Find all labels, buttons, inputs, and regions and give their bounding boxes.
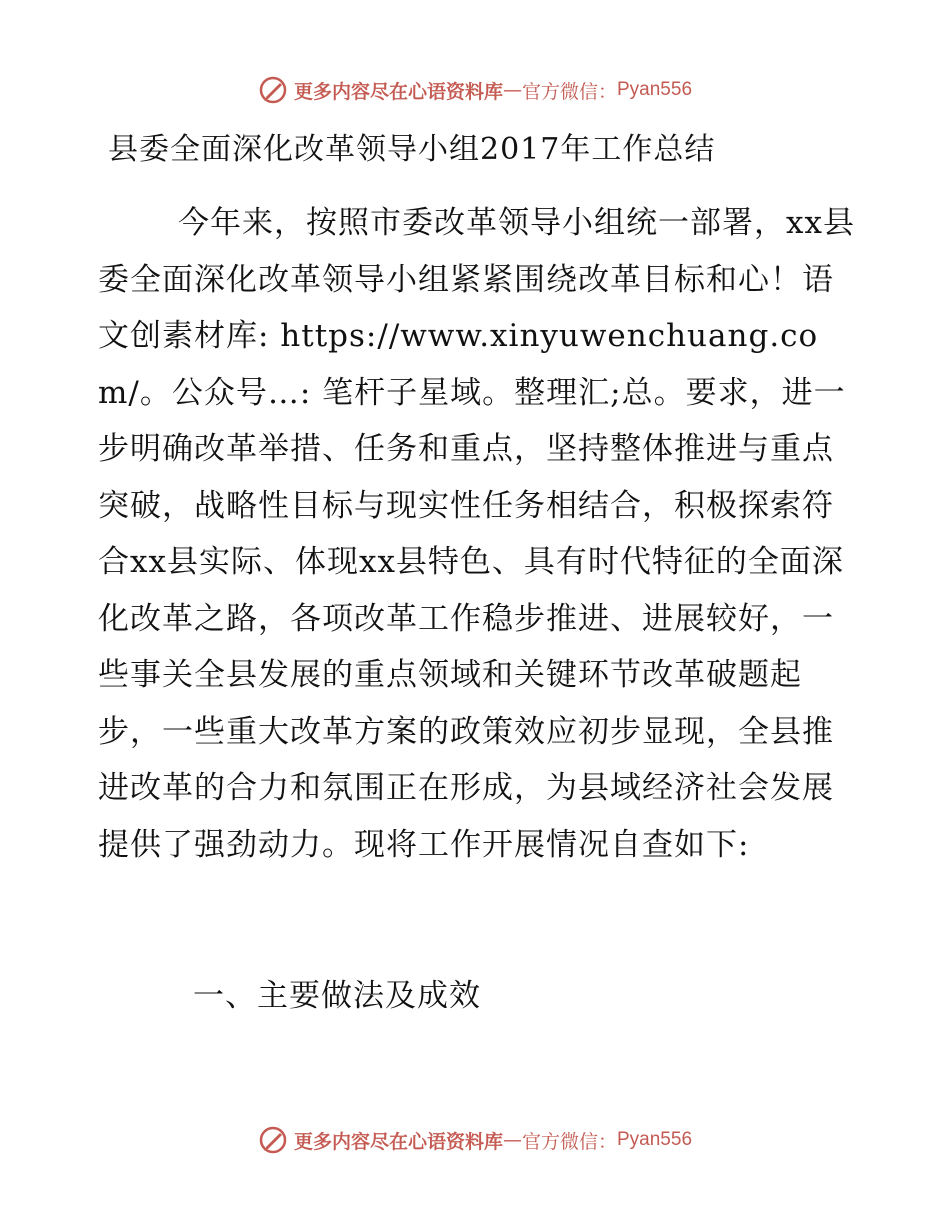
quill-pen-icon [258, 1125, 288, 1155]
body-paragraph: 今年来，按照市委改革领导小组统一部署，xx县委全面深化改革领导小组紧紧围绕改革目标和心！语文创素材库: https://www.xinyuwenchuang.com/。公众号…: 笔杆子星域。整理汇;总。要求，进一步明确改革举措、任务和重点，坚持整体推进与重点突破，战略性目标与现实性任务相结合，积极探索符合xx县实际、体现xx县特色、具有时代特征的全面深化改革之路，各项改革工作稳步推进、进展较好，一些事关全县发展的重点领域和关键环节改革破题起步，一些重大改革方案的政策效应初步显现，全县推进改革的合力和氛围正在形成，为县域经济社会发展提供了强劲动力。现将工作开展情况自查如下: [98, 205, 855, 863]
document-body [98, 195, 856, 873]
quill-pen-icon [258, 75, 288, 105]
section-heading: 一、主要做法及成效 [193, 978, 481, 1014]
watermark-separator: — [502, 79, 522, 101]
watermark-wechat-id: Pyan556 [617, 79, 693, 100]
watermark-site-text: 更多内容尽在心语资料库 [293, 80, 503, 103]
watermark-wechat-label: 官方微信： [521, 80, 617, 103]
watermark-separator: — [502, 1129, 522, 1151]
watermark-wechat-label: 官方微信： [521, 1130, 617, 1153]
footer-watermark [0, 1120, 950, 1160]
watermark-site-text: 更多内容尽在心语资料库 [293, 1130, 503, 1153]
document-title: 县委全面深化改革领导小组2017年工作总结 [108, 132, 716, 167]
watermark-wechat-id: Pyan556 [617, 1129, 693, 1150]
header-watermark [0, 70, 950, 110]
